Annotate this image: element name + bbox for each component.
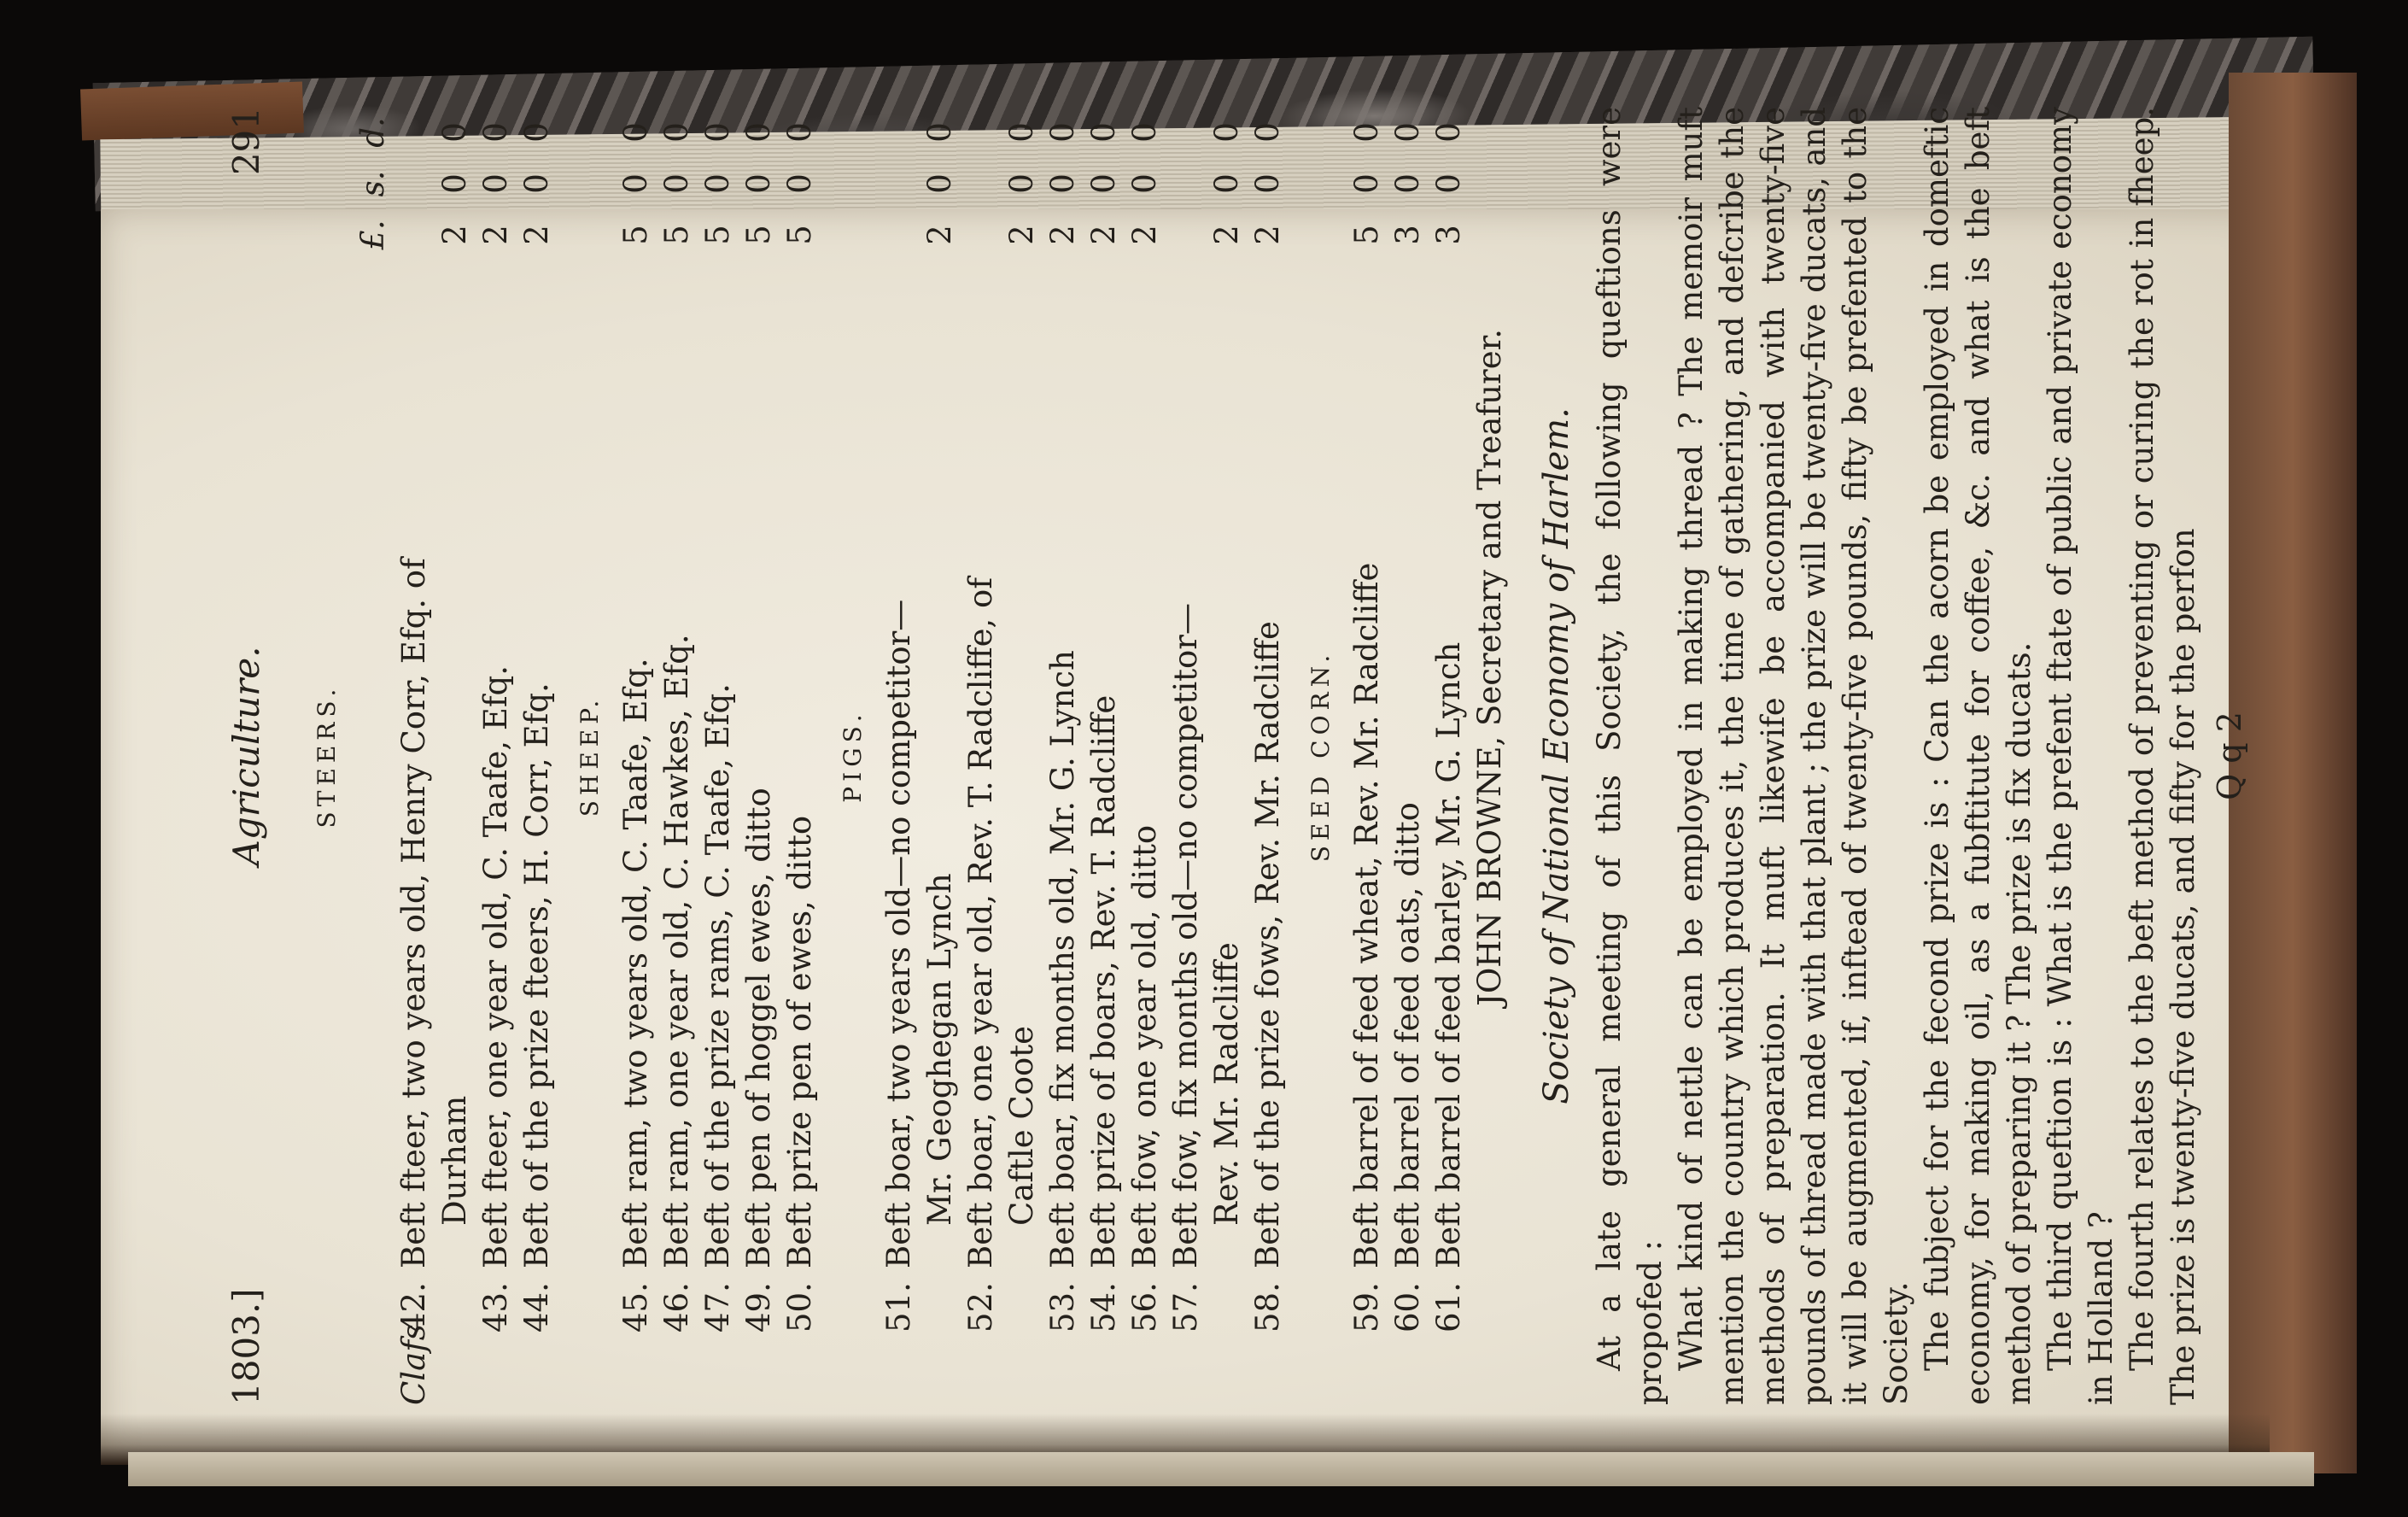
paragraph: What kind of nettle can be employed in making thread ? The memoir muft mention the country which produces it, the time of gathering, and defcribe the methods of preparation. It muft likewife be accompanied with twenty-five pounds of thread made with that plant ; the prize will be twenty-five ducats, and it will be augmented, if, inftead of twenty-five pounds, fifty be prefented to the Society. (1673, 107, 1914, 1405)
prize-row (1248, 107, 1289, 1405)
paragraph: The fourth relates to the beft method of preventing or curing the rot in fheep. The prize is twenty-five ducats, and fifty for the perfon (2124, 107, 2201, 1405)
prize-row (394, 107, 435, 1405)
amount-pence: 0 (1126, 122, 1163, 143)
currency-pounds: £. (354, 220, 391, 250)
amount-pounds: 5 (740, 225, 777, 245)
prize-row (780, 107, 821, 1405)
prize-row (1125, 107, 1166, 1405)
prize-amount (920, 107, 961, 261)
prize-amount (879, 107, 920, 261)
prize-number: 50. (781, 1282, 818, 1332)
amount-shillings: 0 (921, 173, 958, 194)
prize-description: Caftle Coote (1003, 1025, 1040, 1226)
amount-pence: 0 (1003, 122, 1040, 143)
prize-description: Beft ram, two years old, C. Taafe, Efq. (617, 658, 654, 1268)
prize-number: 42. (395, 1282, 432, 1332)
amount-pence: 0 (1044, 122, 1081, 143)
section-sheep (616, 107, 821, 1405)
prize-description: Beft boar, two years old—no competitor— (880, 599, 917, 1268)
prize-row (517, 107, 558, 1405)
prize-number: 46. (658, 1282, 695, 1332)
prize-amount (1388, 107, 1429, 261)
prize-row (657, 107, 698, 1405)
amount-pounds: 2 (518, 225, 555, 245)
prize-description: Beft fow, one year old, ditto (1126, 824, 1163, 1268)
prize-amount (739, 107, 780, 261)
prize-number: 58. (1249, 1282, 1286, 1332)
amount-pounds: 2 (1085, 225, 1122, 245)
amount-shillings: 0 (1249, 173, 1286, 194)
amount-pounds: 3 (1389, 225, 1426, 245)
prize-amount (1166, 107, 1207, 261)
signature-mark: Q q 2 (2211, 712, 2248, 800)
section-title: SHEEP. (576, 694, 604, 817)
amount-shillings: 0 (1126, 173, 1163, 194)
prize-amount (476, 107, 517, 261)
amount-shillings: 0 (1348, 173, 1385, 194)
amount-pence: 0 (1389, 122, 1426, 143)
prize-row (1166, 107, 1207, 1405)
currency-pence: d. (354, 117, 391, 148)
prize-row (476, 107, 517, 1405)
prize-description: Beft barrel of feed wheat, Rev. Mr. Radcliffe (1348, 562, 1385, 1268)
prize-row (1388, 107, 1429, 1405)
prize-amount (517, 107, 558, 261)
prize-description: Beft pen of hoggel ewes, ditto (740, 788, 777, 1268)
amount-pounds: 5 (1348, 225, 1385, 245)
prize-number: 56. (1126, 1282, 1163, 1332)
amount-pounds: 2 (1208, 225, 1245, 245)
amount-pounds: 2 (1249, 225, 1286, 245)
prize-amount (1248, 107, 1289, 261)
amount-pence: 0 (1348, 122, 1385, 143)
prize-description: Beft barrel of feed oats, ditto (1389, 802, 1426, 1268)
amount-pence: 0 (781, 122, 818, 143)
currency-header (353, 107, 394, 1405)
society-heading: Society of National Economy of Harlem. (1537, 407, 1576, 1104)
prize-description: Beft fteer, one year old, C. Taafe, Efq. (477, 665, 514, 1268)
prize-amount (1347, 107, 1388, 261)
amount-shillings: 0 (1430, 173, 1467, 194)
prize-description: Beft prize pen of ewes, ditto (781, 815, 818, 1268)
running-header (226, 107, 278, 1405)
amount-pence: 0 (658, 122, 695, 143)
amount-pence: 0 (1085, 122, 1122, 143)
amount-pounds: 3 (1430, 225, 1467, 245)
amount-pence: 0 (1430, 122, 1467, 143)
amount-shillings: 0 (1085, 173, 1122, 194)
amount-shillings: 0 (658, 173, 695, 194)
amount-pounds: 2 (436, 225, 473, 245)
prize-row (1084, 107, 1125, 1405)
amount-shillings: 0 (1208, 173, 1245, 194)
prize-row (739, 107, 780, 1405)
prize-amount (1043, 107, 1084, 261)
amount-shillings: 0 (781, 173, 818, 194)
amount-pence: 0 (617, 122, 654, 143)
amount-shillings: 0 (699, 173, 736, 194)
paragraph: The third queftion is : What is the prefent ftate of public and private economy in Holland ? (2042, 107, 2119, 1405)
prize-number: 57. (1167, 1282, 1204, 1332)
prize-number: 53. (1044, 1282, 1081, 1332)
amount-shillings: 0 (1003, 173, 1040, 194)
amount-shillings: 0 (436, 173, 473, 194)
page-text (209, 73, 2248, 1439)
amount-shillings: 0 (1389, 173, 1426, 194)
section-title: PIGS. (839, 709, 867, 803)
prize-description: Beft fteer, two years old, Henry Corr, Efq. of (395, 558, 432, 1268)
prize-amount (1429, 107, 1470, 261)
prize-description: Beft boar, one year old, Rev. T. Radcliffe, of (962, 577, 999, 1268)
amount-pounds: 2 (477, 225, 514, 245)
amount-shillings: 0 (477, 173, 514, 194)
prize-row (435, 107, 476, 1405)
prize-description: Beft boar, fix months old, Mr. G. Lynch (1044, 650, 1081, 1268)
amount-shillings: 0 (617, 173, 654, 194)
prize-row (698, 107, 739, 1405)
prize-amount (435, 107, 476, 261)
prize-amount (1002, 107, 1043, 261)
prize-description: Beft fow, fix months old—no competitor— (1167, 603, 1204, 1268)
prize-number: 60. (1389, 1282, 1426, 1332)
amount-pence: 0 (477, 122, 514, 143)
prize-number: 49. (740, 1282, 777, 1332)
section-seed-corn (1347, 107, 1470, 1405)
amount-pounds: 5 (617, 225, 654, 245)
header-year: 1803.] (225, 1288, 267, 1405)
prize-number: 47. (699, 1282, 736, 1332)
prize-row (879, 107, 920, 1405)
prize-number: 51. (880, 1282, 917, 1332)
amount-pounds: 5 (781, 225, 818, 245)
prize-number: 44. (518, 1282, 555, 1332)
amount-pounds: 5 (658, 225, 695, 245)
section-title: STEERS. (313, 683, 341, 829)
prize-amount (657, 107, 698, 261)
prize-description: Beft ram, one year old, C. Hawkes, Efq. (658, 634, 695, 1268)
amount-pounds: 2 (921, 225, 958, 245)
prize-number: 45. (617, 1282, 654, 1332)
prize-amount (1207, 107, 1248, 261)
prize-description: Mr. Geoghegan Lynch (921, 873, 958, 1226)
amount-pence: 0 (921, 122, 958, 143)
amount-shillings: 0 (518, 173, 555, 194)
prize-number: 52. (962, 1282, 999, 1332)
prize-row (1043, 107, 1084, 1405)
prize-list (295, 107, 2250, 1405)
prize-amount (616, 107, 657, 261)
prize-row (961, 107, 1002, 1405)
prize-row (1429, 107, 1470, 1405)
signature: JOHN BROWNE, Secretary and Treafurer. (1471, 329, 1508, 1006)
prize-row (1347, 107, 1388, 1405)
prize-amount (698, 107, 739, 261)
amount-pounds: 2 (1003, 225, 1040, 245)
prize-row (1002, 107, 1043, 1405)
prize-amount (1084, 107, 1125, 261)
header-title: Agriculture. (225, 646, 267, 866)
prize-description: Beft of the prize rams, C. Taafe, Efq. (699, 683, 736, 1268)
prize-row (616, 107, 657, 1405)
prize-amount (961, 107, 1002, 261)
prize-number: 59. (1348, 1282, 1385, 1332)
prize-row (1207, 107, 1248, 1405)
prize-number: 61. (1430, 1282, 1467, 1332)
section-pigs (879, 107, 1289, 1405)
prize-description: Durham (436, 1095, 473, 1226)
amount-pence: 0 (436, 122, 473, 143)
prize-number: 43. (477, 1282, 514, 1332)
prize-description: Rev. Mr. Radcliffe (1208, 942, 1245, 1226)
section-title: SEED CORN. (1306, 649, 1335, 863)
facing-page-edge (128, 1452, 2314, 1486)
prize-description: Beft barrel of feed barley, Mr. G. Lynch (1430, 641, 1467, 1268)
page-number: 291 (225, 107, 267, 176)
amount-shillings: 0 (740, 173, 777, 194)
prize-description: Beft of the prize fows, Rev. Mr. Radcliffe (1249, 621, 1286, 1268)
paragraph: The fubject for the fecond prize is : Can the acorn be employed in domeftic economy, for making oil, as a fubftitute for coffee, &c. and what is the beft method of preparing it ? The prize is fix ducats. (1919, 107, 2037, 1405)
prize-amount (780, 107, 821, 261)
prize-description: Beft of the prize fteers, H. Corr, Efq. (518, 682, 555, 1268)
paragraph: At a late general meeting of this Society, the following queftions were propofed : (1591, 107, 1669, 1405)
amount-pence: 0 (1249, 122, 1286, 143)
amount-pounds: 2 (1044, 225, 1081, 245)
amount-shillings: 0 (1044, 173, 1081, 194)
prize-description: Beft prize of boars, Rev. T. Radcliffe (1085, 694, 1122, 1268)
amount-pence: 0 (518, 122, 555, 143)
amount-pence: 0 (740, 122, 777, 143)
prize-number: 54. (1085, 1282, 1122, 1332)
class-label: Clafs (395, 1324, 432, 1405)
amount-pence: 0 (699, 122, 736, 143)
currency-shillings: s. (354, 170, 391, 197)
prize-row (920, 107, 961, 1405)
amount-pounds: 2 (1126, 225, 1163, 245)
prize-amount (394, 107, 435, 261)
amount-pounds: 5 (699, 225, 736, 245)
amount-pence: 0 (1208, 122, 1245, 143)
prize-amount (1125, 107, 1166, 261)
section-steers (394, 107, 558, 1405)
